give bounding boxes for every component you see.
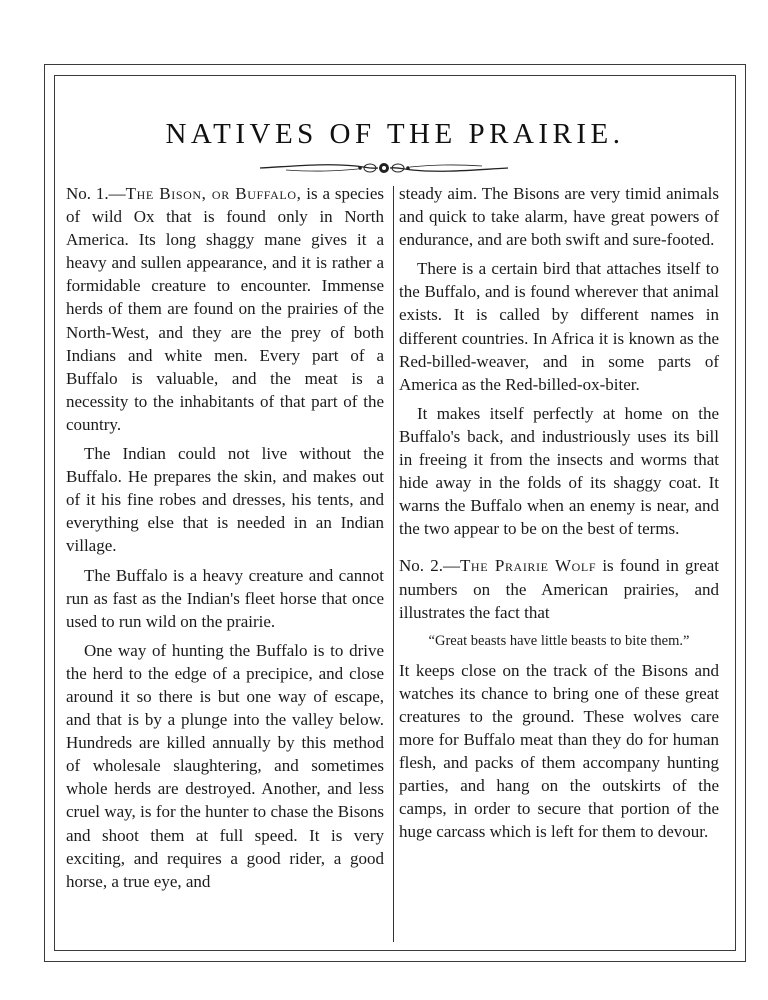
paragraph-bird: There is a certain bird that attaches itself to the Buffalo, and is found wherever that animal exists. It is called by different names in different countries. In Africa it is known as the Red-billed-weaver, and in some parts of America as the Red-billed-ox-biter. (399, 259, 719, 394)
column-divider (393, 186, 394, 942)
section-2-number: No. 2.— (399, 556, 460, 576)
section-2-intro-paragraph (399, 554, 719, 623)
proverb-quote: “Great beasts have little beasts to bite them.” (428, 632, 690, 649)
paragraph-wolf: It keeps close on the track of the Bisons and watches its chance to bring one of these great creatures to the ground. These wolves care more for Buffalo meat than they do for human flesh, and packs of them accompany hunting parties, and hang on the outskirts of the camps, in order to secure that portion of the huge carcass which is left for them to devour. (399, 660, 719, 842)
section-1-number: No. 1.— (66, 184, 126, 203)
page-title: NATIVES OF THE PRAIRIE. (165, 118, 625, 150)
left-column (66, 182, 384, 899)
paragraph-bird-habits: It makes itself perfectly at home on the Buffalo's back, and industriously uses its bill in freeing it from the insects and worms that hide away in the folds of its shaggy coat. It warns the Buffalo when an enemy is near, and the two appear to be on the best of terms. (399, 403, 719, 539)
paragraph-hunting-continued: steady aim. The Bisons are very timid animals and quick to take alarm, have great powers of endurance, and are both swift and sure-footed. (399, 184, 719, 250)
section-1-text: is a species of wild Ox that is found only in North America. Its long shaggy mane gives it a heavy and sullen appearance, and it is rather a formidable creature to encounter. Immense herds of them are found on the prairies of the North-West, and they are the prey of both Indians and white men. Every part of a Buffalo is valuable, and the meat is a necessity to the inhabitants of that part of the country. (66, 184, 384, 434)
right-column (399, 182, 719, 850)
ornament-divider (256, 157, 512, 179)
paragraph-hunting: One way of hunting the Buffalo is to drive the herd to the edge of a precipice, and close around it so there is but one way of escape, and that is by a plunge into the valley below. Hundreds are killed annually by this method of wholesale slaughtering, and sometimes whole herds are destroyed. Another, and less cruel way, is for the hunter to chase the Bisons and shoot them at full speed. It is very exciting, and requires a good rider, a good horse, a true eye, and (66, 640, 384, 891)
section-2-text: is found in great numbers on the American prairies, and illustrates the fact that (399, 556, 720, 622)
section-1-heading: The Bison, or Buffalo, (125, 184, 302, 203)
paragraph-indian-buffalo: The Indian could not live without the Buffalo. He prepares the skin, and makes out of it his fine robes and dresses, his tents, and everything else that is needed in an Indian village. (66, 444, 384, 556)
section-2-heading: The Prairie Wolf (459, 556, 597, 576)
section-1-intro-paragraph (66, 182, 384, 436)
paragraph-heavy-creature: The Buffalo is a heavy creature and cannot run as fast as the Indian's fleet horse that once used to run wild on the prairie. (66, 565, 384, 631)
